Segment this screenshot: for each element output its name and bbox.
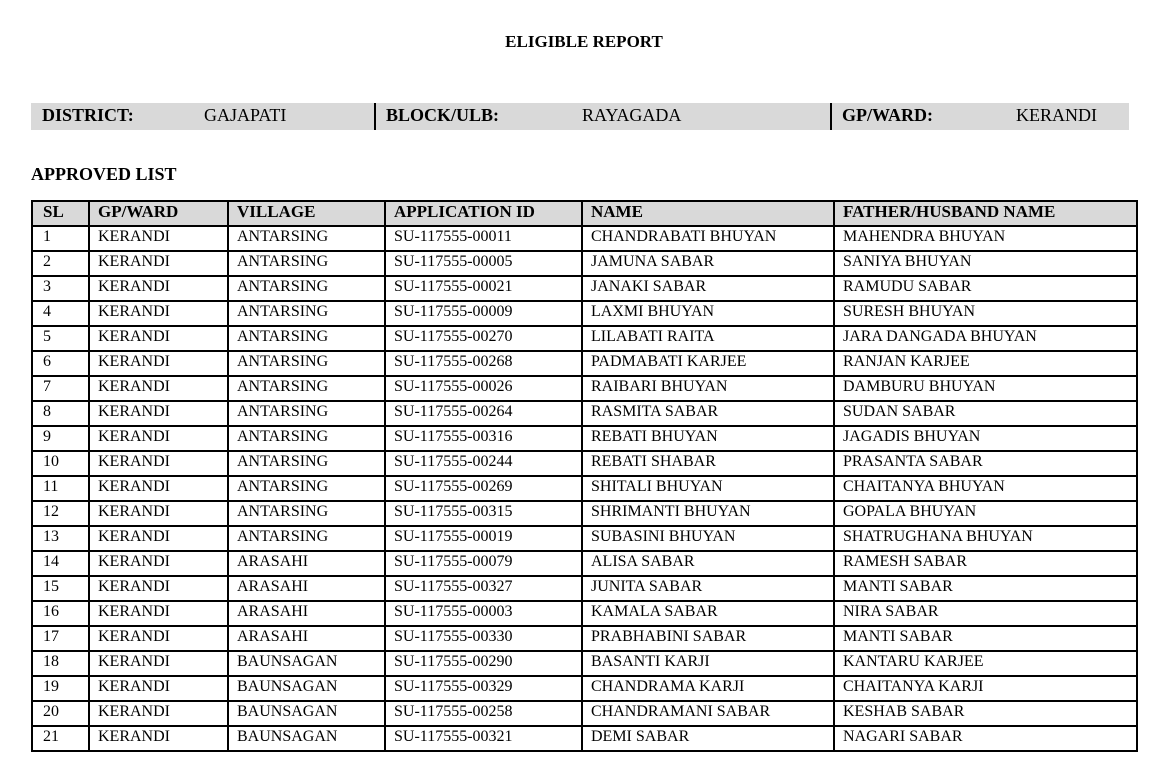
cell-village: ANTARSING [228,526,385,551]
cell-father-husband-name: MAHENDRA BHUYAN [834,226,1137,251]
cell-village: ARASAHI [228,576,385,601]
cell-application-id: SU-117555-00290 [385,651,582,676]
cell-father-husband-name: GOPALA BHUYAN [834,501,1137,526]
location-info-bar [31,103,1129,130]
cell-application-id: SU-117555-00005 [385,251,582,276]
cell-village: ANTARSING [228,251,385,276]
cell-sl: 6 [32,351,89,376]
cell-father-husband-name: SUDAN SABAR [834,401,1137,426]
cell-name: SHRIMANTI BHUYAN [582,501,834,526]
table-body [32,226,1137,751]
table-row [32,701,1137,726]
cell-gp-ward: KERANDI [89,651,228,676]
cell-name: DEMI SABAR [582,726,834,751]
cell-application-id: SU-117555-00329 [385,676,582,701]
cell-village: ANTARSING [228,301,385,326]
cell-sl: 5 [32,326,89,351]
cell-village: ANTARSING [228,326,385,351]
cell-gp-ward: KERANDI [89,426,228,451]
report-title: ELIGIBLE REPORT [505,32,663,51]
table-row [32,551,1137,576]
cell-name: JAMUNA SABAR [582,251,834,276]
column-header-village: VILLAGE [228,201,385,226]
cell-father-husband-name: JARA DANGADA BHUYAN [834,326,1137,351]
gp-label: GP/WARD: [842,105,933,125]
cell-gp-ward: KERANDI [89,501,228,526]
cell-village: ARASAHI [228,551,385,576]
cell-village: BAUNSAGAN [228,676,385,701]
cell-name: CHANDRAMA KARJI [582,676,834,701]
cell-name: LAXMI BHUYAN [582,301,834,326]
table-header-row [32,201,1137,226]
table-row [32,301,1137,326]
cell-father-husband-name: SHATRUGHANA BHUYAN [834,526,1137,551]
cell-sl: 19 [32,676,89,701]
cell-father-husband-name: KESHAB SABAR [834,701,1137,726]
cell-father-husband-name: CHAITANYA BHUYAN [834,476,1137,501]
cell-name: ALISA SABAR [582,551,834,576]
cell-application-id: SU-117555-00316 [385,426,582,451]
cell-application-id: SU-117555-00270 [385,326,582,351]
column-header-father-husband-name: FATHER/HUSBAND NAME [834,201,1137,226]
cell-father-husband-name: SURESH BHUYAN [834,301,1137,326]
table-row [32,651,1137,676]
cell-village: ANTARSING [228,501,385,526]
cell-gp-ward: KERANDI [89,576,228,601]
block-value: RAYAGADA [582,105,682,125]
cell-village: BAUNSAGAN [228,726,385,751]
cell-father-husband-name: SANIYA BHUYAN [834,251,1137,276]
table-row [32,351,1137,376]
cell-name: REBATI SHABAR [582,451,834,476]
section-title: APPROVED LIST [31,164,177,184]
cell-village: ANTARSING [228,226,385,251]
cell-gp-ward: KERANDI [89,226,228,251]
cell-name: RAIBARI BHUYAN [582,376,834,401]
cell-gp-ward: KERANDI [89,626,228,651]
cell-village: ANTARSING [228,276,385,301]
cell-application-id: SU-117555-00327 [385,576,582,601]
cell-gp-ward: KERANDI [89,476,228,501]
cell-name: SUBASINI BHUYAN [582,526,834,551]
cell-application-id: SU-117555-00244 [385,451,582,476]
cell-sl: 13 [32,526,89,551]
cell-father-husband-name: RAMUDU SABAR [834,276,1137,301]
cell-sl: 8 [32,401,89,426]
cell-name: LILABATI RAITA [582,326,834,351]
table-row [32,251,1137,276]
cell-sl: 18 [32,651,89,676]
cell-application-id: SU-117555-00258 [385,701,582,726]
cell-sl: 7 [32,376,89,401]
cell-name: CHANDRAMANI SABAR [582,701,834,726]
table-row [32,626,1137,651]
cell-application-id: SU-117555-00321 [385,726,582,751]
table-row [32,426,1137,451]
approved-list-table [31,200,1138,752]
cell-application-id: SU-117555-00269 [385,476,582,501]
cell-name: PADMABATI KARJEE [582,351,834,376]
cell-sl: 16 [32,601,89,626]
cell-father-husband-name: MANTI SABAR [834,626,1137,651]
cell-gp-ward: KERANDI [89,251,228,276]
cell-sl: 4 [32,301,89,326]
cell-gp-ward: KERANDI [89,376,228,401]
cell-village: ANTARSING [228,376,385,401]
table-row [32,326,1137,351]
cell-gp-ward: KERANDI [89,526,228,551]
cell-sl: 12 [32,501,89,526]
cell-application-id: SU-117555-00003 [385,601,582,626]
cell-gp-ward: KERANDI [89,676,228,701]
cell-village: ANTARSING [228,351,385,376]
cell-name: BASANTI KARJI [582,651,834,676]
table-row [32,401,1137,426]
cell-sl: 21 [32,726,89,751]
cell-application-id: SU-117555-00019 [385,526,582,551]
cell-application-id: SU-117555-00009 [385,301,582,326]
cell-village: ANTARSING [228,426,385,451]
cell-name: JUNITA SABAR [582,576,834,601]
cell-village: ANTARSING [228,401,385,426]
cell-application-id: SU-117555-00079 [385,551,582,576]
table-row [32,676,1137,701]
info-divider [830,103,832,130]
gp-value: KERANDI [1016,105,1097,125]
cell-sl: 11 [32,476,89,501]
cell-sl: 10 [32,451,89,476]
district-label: DISTRICT: [42,105,134,125]
table-row [32,726,1137,751]
cell-sl: 15 [32,576,89,601]
cell-gp-ward: KERANDI [89,326,228,351]
table-row [32,226,1137,251]
cell-father-husband-name: NIRA SABAR [834,601,1137,626]
cell-name: PRABHABINI SABAR [582,626,834,651]
district-value: GAJAPATI [204,105,287,125]
cell-application-id: SU-117555-00330 [385,626,582,651]
table-row [32,476,1137,501]
cell-village: ARASAHI [228,601,385,626]
table-row [32,451,1137,476]
cell-name: REBATI BHUYAN [582,426,834,451]
cell-gp-ward: KERANDI [89,276,228,301]
cell-application-id: SU-117555-00268 [385,351,582,376]
cell-application-id: SU-117555-00021 [385,276,582,301]
table-row [32,501,1137,526]
column-header-name: NAME [582,201,834,226]
cell-name: RASMITA SABAR [582,401,834,426]
table-row [32,276,1137,301]
cell-name: SHITALI BHUYAN [582,476,834,501]
table-row [32,376,1137,401]
cell-sl: 20 [32,701,89,726]
cell-village: ANTARSING [228,476,385,501]
cell-sl: 3 [32,276,89,301]
cell-gp-ward: KERANDI [89,551,228,576]
cell-application-id: SU-117555-00264 [385,401,582,426]
cell-application-id: SU-117555-00011 [385,226,582,251]
cell-gp-ward: KERANDI [89,401,228,426]
cell-village: BAUNSAGAN [228,701,385,726]
cell-father-husband-name: NAGARI SABAR [834,726,1137,751]
cell-village: BAUNSAGAN [228,651,385,676]
cell-father-husband-name: DAMBURU BHUYAN [834,376,1137,401]
cell-gp-ward: KERANDI [89,726,228,751]
cell-sl: 14 [32,551,89,576]
cell-sl: 9 [32,426,89,451]
cell-father-husband-name: RAMESH SABAR [834,551,1137,576]
cell-application-id: SU-117555-00315 [385,501,582,526]
cell-name: CHANDRABATI BHUYAN [582,226,834,251]
cell-father-husband-name: RANJAN KARJEE [834,351,1137,376]
cell-gp-ward: KERANDI [89,351,228,376]
cell-sl: 17 [32,626,89,651]
column-header-application-id: APPLICATION ID [385,201,582,226]
cell-village: ANTARSING [228,451,385,476]
cell-father-husband-name: PRASANTA SABAR [834,451,1137,476]
cell-father-husband-name: MANTI SABAR [834,576,1137,601]
column-header-sl: SL [32,201,89,226]
cell-father-husband-name: JAGADIS BHUYAN [834,426,1137,451]
cell-name: JANAKI SABAR [582,276,834,301]
info-divider [374,103,376,130]
cell-gp-ward: KERANDI [89,301,228,326]
column-header-gp-ward: GP/WARD [89,201,228,226]
table-row [32,601,1137,626]
cell-gp-ward: KERANDI [89,601,228,626]
cell-sl: 2 [32,251,89,276]
cell-gp-ward: KERANDI [89,701,228,726]
cell-father-husband-name: CHAITANYA KARJI [834,676,1137,701]
table-row [32,526,1137,551]
cell-application-id: SU-117555-00026 [385,376,582,401]
table-row [32,576,1137,601]
cell-village: ARASAHI [228,626,385,651]
block-label: BLOCK/ULB: [386,105,500,125]
cell-father-husband-name: KANTARU KARJEE [834,651,1137,676]
cell-name: KAMALA SABAR [582,601,834,626]
cell-sl: 1 [32,226,89,251]
cell-gp-ward: KERANDI [89,451,228,476]
